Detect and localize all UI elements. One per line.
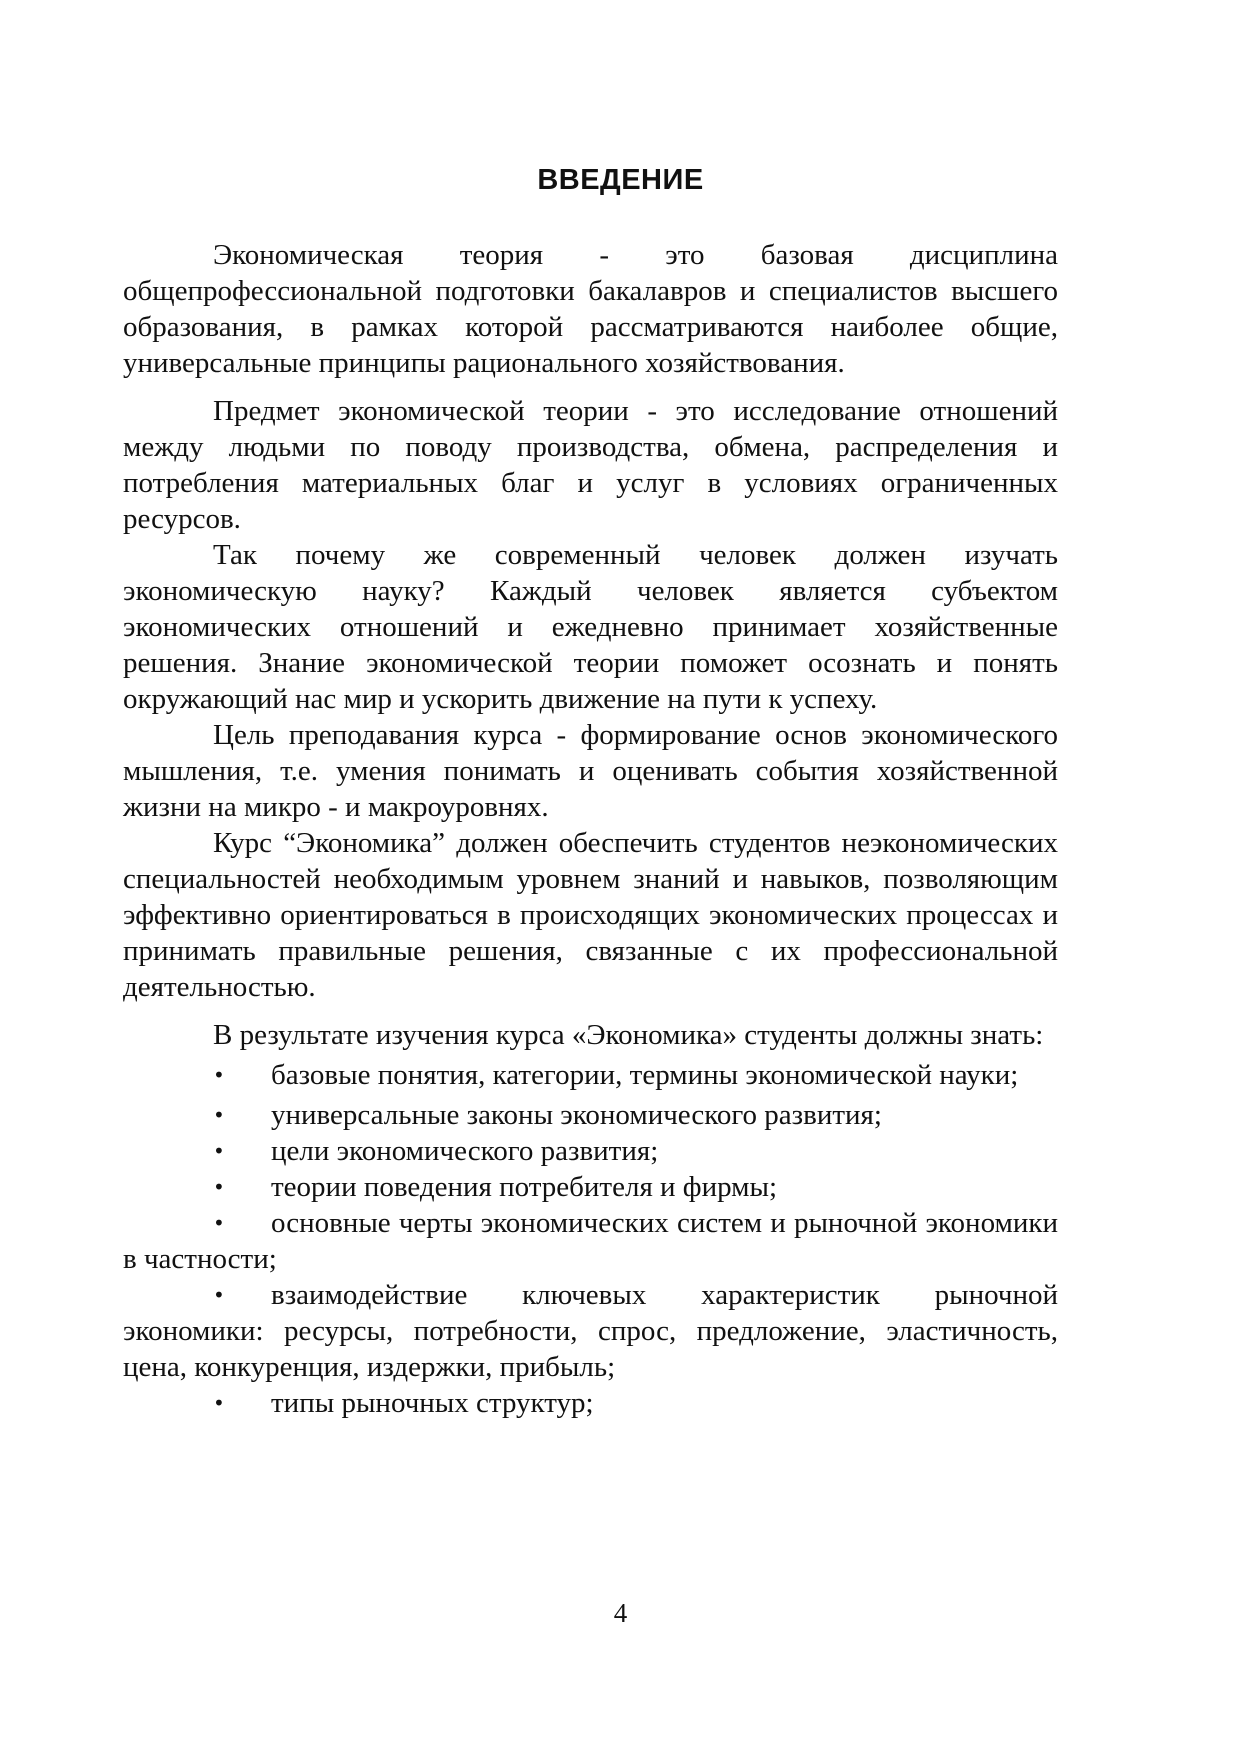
bullet-icon: • (213, 1063, 225, 1087)
list-item-text: основные черты экономических систем и рыночной экономики в частности; (123, 1207, 1058, 1275)
page-title: ВВЕДЕНИЕ (537, 164, 704, 196)
bullet-icon: • (213, 1391, 225, 1415)
page-number: 4 (613, 1598, 628, 1628)
list-item (123, 1169, 1058, 1205)
document-body (123, 237, 1058, 1421)
paragraph: Цель преподавания курса - формирование основ экономического мышления, т.е. умения понимать и оценивать события хозяйственной жизни на микро - и макроуровнях. (123, 719, 1058, 823)
list-item (123, 1205, 1058, 1277)
bullet-list (123, 1057, 1058, 1421)
paragraph: В результате изучения курса «Экономика» студенты должны знать: (213, 1019, 1044, 1051)
list-item (123, 1277, 1058, 1385)
paragraph: Так почему же современный человек должен изучать экономическую науку? Каждый человек является субъектом экономических отношений и ежедневно принимает хозяйственные решения. Знание экономической теории поможет осознать и понять окружающий нас мир и ускорить движение на пути к успеху. (123, 539, 1058, 715)
bullet-icon: • (213, 1283, 225, 1307)
paragraph: Экономическая теория - это базовая дисциплина общепрофессиональной подготовки бакалавров и специалистов высшего образования, в рамках которой рассматриваются наиболее общие, универсальные принципы рационального хозяйствования. (123, 239, 1058, 379)
list-item (123, 1385, 1058, 1421)
paragraph: Предмет экономической теории - это исследование отношений между людьми по поводу производства, обмена, распределения и потребления материальных благ и услуг в условиях ограниченных ресурсов. (123, 395, 1058, 535)
list-item-text: типы рыночных структур; (271, 1387, 594, 1419)
list-item-text: теории поведения потребителя и фирмы; (271, 1171, 778, 1203)
list-item (123, 1097, 1058, 1133)
list-item-text: базовые понятия, категории, термины экономической науки; (271, 1059, 1019, 1091)
bullet-icon: • (213, 1211, 225, 1235)
bullet-icon: • (213, 1175, 225, 1199)
bullet-icon: • (213, 1139, 225, 1163)
list-item-text: взаимодействие ключевых характеристик рыночной экономики: ресурсы, потребности, спрос, предложение, эластичность, цена, конкуренция, издержки, прибыль; (123, 1279, 1058, 1383)
paragraph: Курс “Экономика” должен обеспечить студентов неэкономических специальностей необходимым уровнем знаний и навыков, позволяющим эффективно ориентироваться в происходящих экономических процессах и принимать правильные решения, связанные с их профессиональной деятельностью. (123, 827, 1058, 1003)
bullet-icon: • (213, 1103, 225, 1127)
list-item-text: цели экономического развития; (271, 1135, 659, 1167)
list-item (123, 1057, 1058, 1093)
list-item-text: универсальные законы экономического развития; (271, 1099, 882, 1131)
list-item (123, 1133, 1058, 1169)
